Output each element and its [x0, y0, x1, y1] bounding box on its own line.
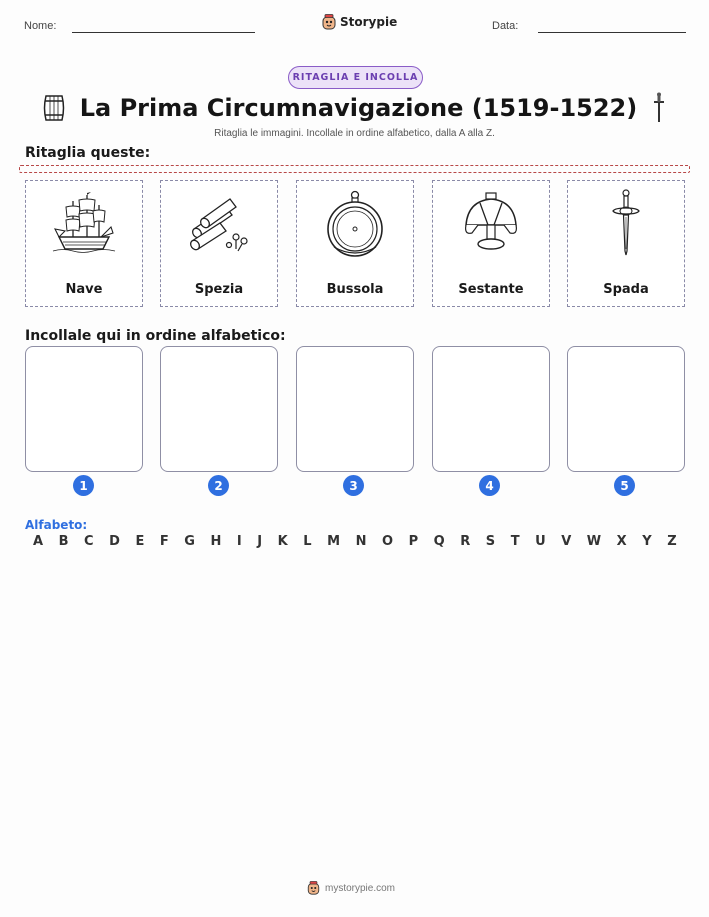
page-title-row	[40, 92, 669, 124]
alphabet-letter: O	[382, 534, 394, 549]
footer	[307, 881, 395, 895]
card-label: Nave	[65, 282, 103, 297]
page-title: La Prima Circumnavigazione (1519-1522)	[79, 94, 638, 122]
slot-number-4: 4	[479, 475, 500, 496]
slot-number-1: 1	[73, 475, 94, 496]
alphabet-letter: J	[257, 534, 263, 549]
card-label: Bussola	[326, 282, 384, 297]
cut-line	[19, 165, 690, 173]
paste-section-title: Incollale qui in ordine alfabetico:	[25, 328, 286, 344]
slot-number-2: 2	[208, 475, 229, 496]
alphabet-letter: A	[33, 534, 44, 549]
alphabet-letter: R	[460, 534, 471, 549]
cut-card-sestante[interactable]	[432, 180, 550, 307]
date-label: Data:	[492, 20, 519, 32]
alphabet-letter: Z	[667, 534, 677, 549]
sword-icon	[593, 189, 659, 257]
storypie-mascot-icon	[322, 14, 336, 30]
alphabet-letter: Q	[433, 534, 445, 549]
paste-slot-1[interactable]	[25, 346, 143, 472]
alphabet-letter: B	[58, 534, 69, 549]
card-label: Spada	[603, 282, 649, 297]
paste-slot-4[interactable]	[432, 346, 550, 472]
name-line[interactable]	[72, 32, 255, 33]
alphabet-letter: L	[303, 534, 312, 549]
footer-url[interactable]: mystorypie.com	[325, 882, 396, 894]
alphabet-letter: W	[586, 534, 602, 549]
alphabet-letter: K	[277, 534, 288, 549]
alphabet-letter: C	[84, 534, 94, 549]
ship-icon	[51, 189, 117, 257]
name-label: Nome:	[24, 20, 57, 32]
cut-card-spezia[interactable]	[160, 180, 278, 307]
cut-card-spada[interactable]	[567, 180, 685, 307]
alphabet-letter: F	[159, 534, 169, 549]
paste-slot-5[interactable]	[567, 346, 685, 472]
alphabet-title: Alfabeto:	[25, 518, 88, 532]
alphabet-letter: I	[236, 534, 242, 549]
spice-icon	[186, 189, 252, 257]
alphabet-letter: P	[408, 534, 419, 549]
alphabet-letter: S	[485, 534, 496, 549]
paste-slot-2[interactable]	[160, 346, 278, 472]
alphabet-letter: H	[210, 534, 222, 549]
sextant-icon	[458, 189, 524, 257]
slot-number-3: 3	[343, 475, 364, 496]
compass-icon	[322, 189, 388, 257]
cut-card-bussola[interactable]	[296, 180, 414, 307]
alphabet-letter: G	[184, 534, 195, 549]
alphabet-letter: E	[135, 534, 145, 549]
barrel-icon	[42, 94, 66, 122]
cut-section-title: Ritaglia queste:	[25, 145, 151, 161]
alphabet-letter: M	[327, 534, 341, 549]
instructions: Ritaglia le immagini. Incollale in ordine alfabetico, dalla A alla Z.	[214, 128, 495, 139]
card-label: Sestante	[458, 282, 524, 297]
alphabet-letter: N	[355, 534, 367, 549]
alphabet-letter: D	[109, 534, 120, 549]
storypie-mascot-icon	[307, 881, 320, 895]
alphabet-letter: T	[510, 534, 520, 549]
slot-number-5: 5	[614, 475, 635, 496]
brand-name: Storypie	[340, 15, 398, 29]
activity-badge: RITAGLIA E INCOLLA	[288, 66, 423, 89]
alphabet-letter: X	[616, 534, 627, 549]
alphabet-letter: U	[535, 534, 546, 549]
paste-slot-3[interactable]	[296, 346, 414, 472]
cut-card-nave[interactable]	[25, 180, 143, 307]
brand-logo	[322, 14, 397, 30]
alphabet-letter: V	[561, 534, 572, 549]
alphabet-row	[33, 534, 677, 549]
dagger-icon	[651, 92, 667, 124]
alphabet-letter: Y	[642, 534, 652, 549]
date-line[interactable]	[538, 32, 686, 33]
card-label: Spezia	[194, 282, 244, 297]
